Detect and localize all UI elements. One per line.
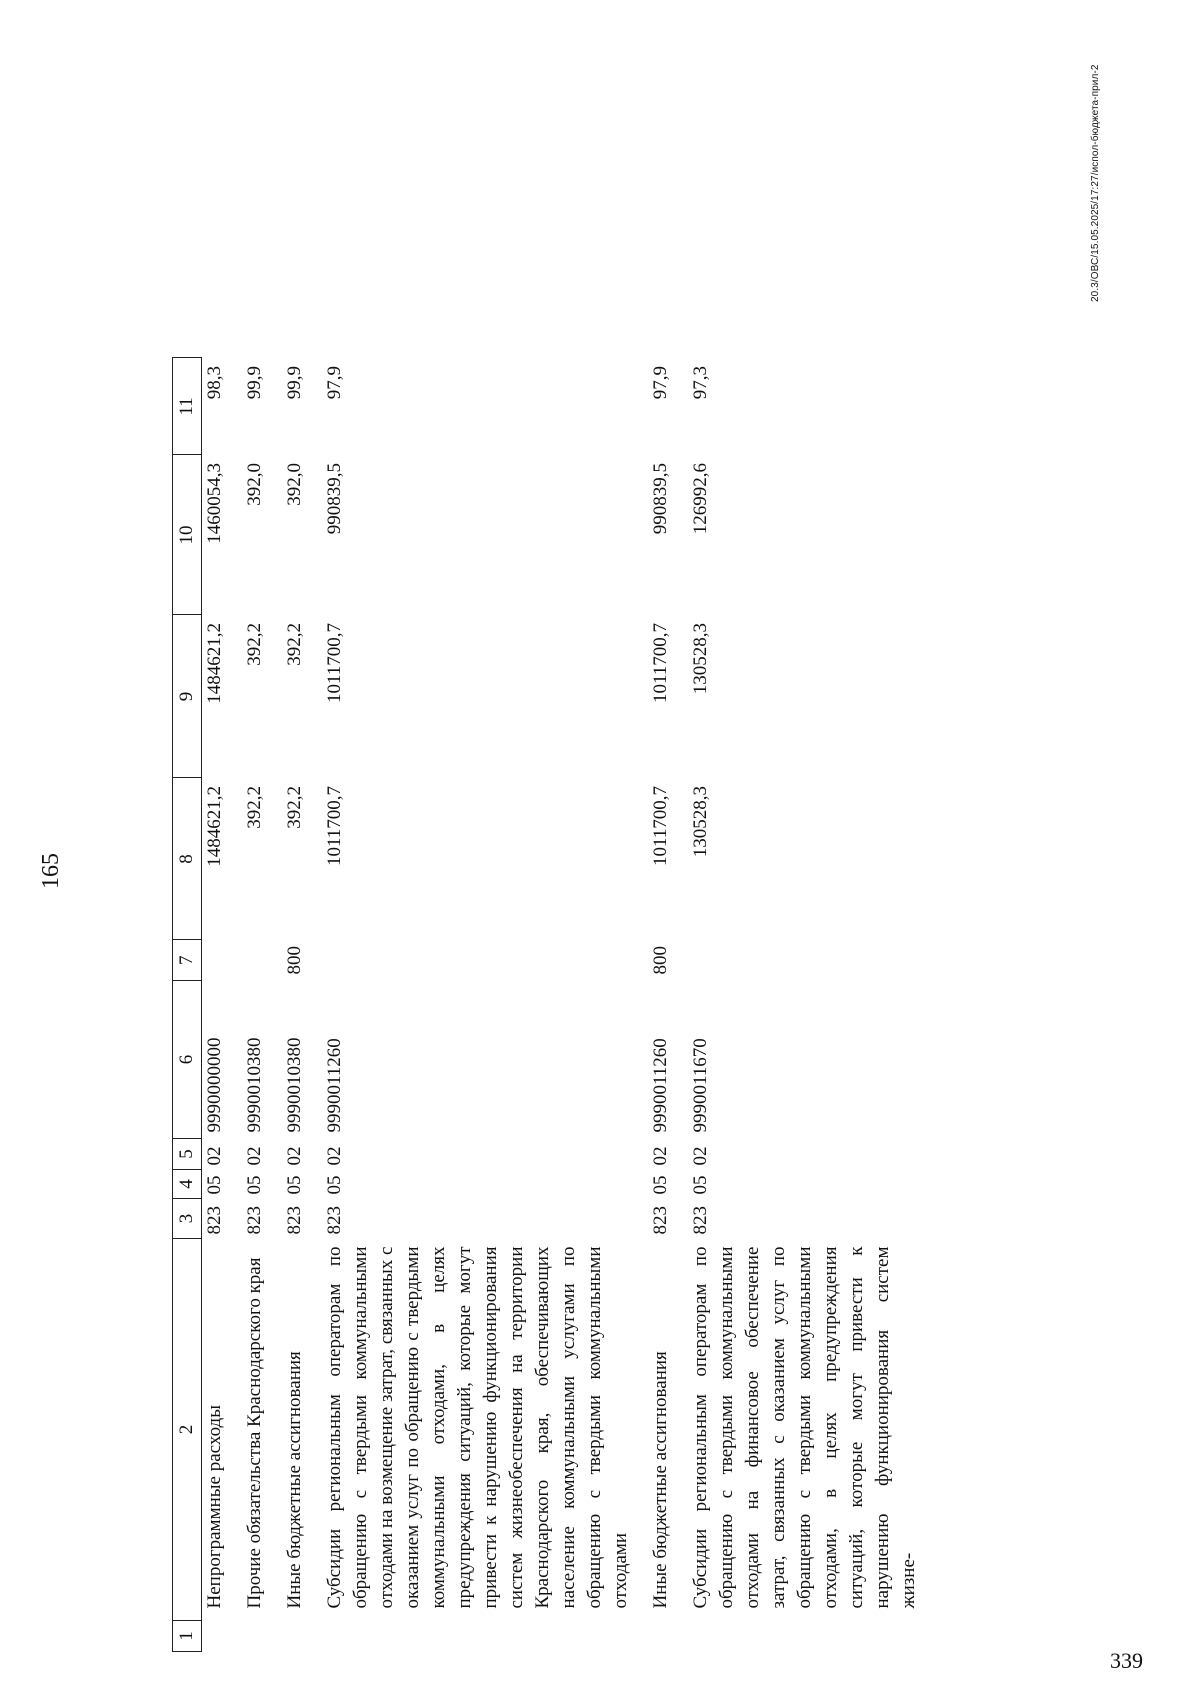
cell-c5: 02 <box>204 1146 225 1166</box>
col-header-3: 3 <box>173 1199 202 1239</box>
cell-c6: 9990011260 <box>650 1038 671 1133</box>
header-row <box>173 358 202 1652</box>
cell-c5: 02 <box>650 1146 671 1166</box>
row-name: Субсидии региональным операторам по обращению с твердыми коммунальными отходами на финансовое обеспечение затрат, связанных с оказанием услуг по обращению с твердыми коммунальными отходами, в целях предупреждения ситуаций, которые могут привести к нарушению функционирования систем жизне- <box>690 1246 919 1609</box>
cell-c3: 823 <box>690 1206 711 1235</box>
cell-c11: 98,3 <box>204 366 225 400</box>
cell-c11: 99,9 <box>284 366 305 400</box>
col-header-1: 1 <box>173 1621 202 1652</box>
cell-c5: 02 <box>690 1146 711 1166</box>
cell-c9: 130528,3 <box>690 623 711 695</box>
cell-c6: 9990011670 <box>690 1038 711 1133</box>
cell-c9: 1484621,2 <box>204 623 225 704</box>
cell-c6: 9990000000 <box>204 1037 225 1133</box>
cell-c7 <box>688 940 922 981</box>
col-header-10: 10 <box>173 455 202 615</box>
col-header-6: 6 <box>173 981 202 1139</box>
cell-c11: 97,9 <box>650 366 671 400</box>
cell-c4: 05 <box>244 1175 265 1195</box>
cell-c3: 823 <box>244 1206 265 1235</box>
table-row <box>322 358 634 1652</box>
cell-c3: 823 <box>650 1206 671 1235</box>
row-name: Непрограммные расходы <box>204 1405 225 1609</box>
cell-c6: 9990010380 <box>244 1037 265 1133</box>
cell-c7: 800 <box>284 946 305 975</box>
col-header-9: 9 <box>173 615 202 778</box>
row-name: Иные бюджетные ассигнования <box>284 1351 305 1609</box>
col-header-8: 8 <box>173 778 202 940</box>
cell-c11: 97,9 <box>324 366 345 400</box>
page-number: 165 <box>38 853 64 889</box>
cell-c3: 823 <box>284 1206 305 1235</box>
row-name: Иные бюджетные ассигнования <box>650 1351 671 1609</box>
cell-c6: 9990010380 <box>284 1037 305 1133</box>
cell-c3: 823 <box>324 1206 345 1235</box>
col-header-7: 7 <box>173 940 202 981</box>
cell-c4: 05 <box>324 1175 345 1195</box>
cell-c9: 1011700,7 <box>324 623 345 704</box>
cell-c8: 1011700,7 <box>324 786 345 867</box>
sheet-number: 339 <box>1110 1648 1143 1673</box>
budget-table <box>172 358 922 1653</box>
cell-c9: 392,2 <box>244 623 265 666</box>
cell-c8: 130528,3 <box>690 786 711 858</box>
cell-c10: 392,0 <box>284 463 305 506</box>
cell-c10: 126992,6 <box>690 463 711 535</box>
col-header-4: 4 <box>173 1170 202 1199</box>
cell-c6: 9990011260 <box>324 1038 345 1133</box>
cell-c4: 05 <box>650 1175 671 1195</box>
row-name: Прочие обязательства Краснодарского края <box>244 1257 265 1609</box>
cell-c5: 02 <box>244 1146 265 1166</box>
table-row <box>242 358 268 1652</box>
cell-c7 <box>242 940 268 981</box>
cell-c3: 823 <box>204 1206 225 1235</box>
table-row <box>282 358 308 1652</box>
cell-c9: 392,2 <box>284 623 305 666</box>
cell-c10: 1460054,3 <box>204 463 225 544</box>
cell-c11: 97,3 <box>690 366 711 400</box>
col-header-5: 5 <box>173 1139 202 1170</box>
cell-c9: 1011700,7 <box>650 623 671 704</box>
cell-c4: 05 <box>284 1175 305 1195</box>
cell-c8: 392,2 <box>244 786 265 829</box>
table-row <box>688 358 922 1652</box>
footer-code: 20.3/ОВС/15.05.2025/17:27/испол-бюджета-прил-2 <box>1090 64 1101 302</box>
cell-c10: 990839,5 <box>324 463 345 535</box>
cell-c5: 02 <box>284 1146 305 1166</box>
cell-c10: 392,0 <box>244 463 265 506</box>
cell-c11: 99,9 <box>244 366 265 400</box>
table-row <box>648 358 674 1652</box>
cell-c7 <box>202 940 229 981</box>
cell-c8: 392,2 <box>284 786 305 829</box>
cell-c4: 05 <box>690 1175 711 1195</box>
cell-c4: 05 <box>204 1175 225 1195</box>
col-header-11: 11 <box>173 358 202 455</box>
cell-c7: 800 <box>650 946 671 975</box>
cell-c10: 990839,5 <box>650 463 671 535</box>
col-header-2: 2 <box>173 1239 202 1621</box>
cell-c8: 1011700,7 <box>650 786 671 867</box>
cell-c7 <box>322 940 634 981</box>
row-name: Субсидии региональным операторам по обращению с твердыми коммунальными отходами на возмещение затрат, связанных с оказанием услуг по обращению с твердыми коммунальными отходами, в целях предупреждения ситуаций, которые могут привести к нарушению функционирования систем жизнеобеспечения на территории Краснодарского края, обеспечивающих население коммунальными услугами по обращению с твердыми коммунальными отходами <box>324 1246 631 1609</box>
cell-c8: 1484621,2 <box>204 786 225 867</box>
cell-c5: 02 <box>324 1146 345 1166</box>
table-row <box>202 358 229 1652</box>
